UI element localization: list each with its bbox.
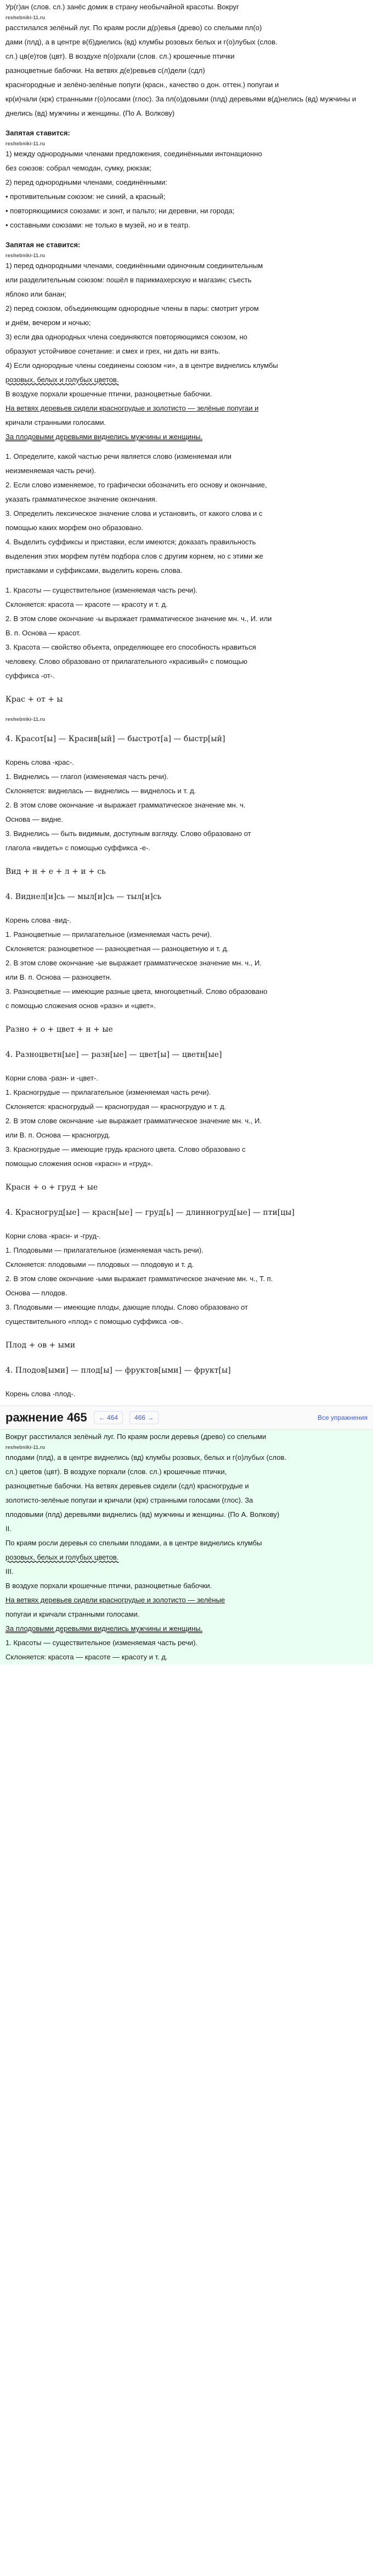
- exercise-navbar: [0, 1406, 373, 1430]
- rewrite-p3: сл.) цветов (цвт). В воздухе порхали (слов. сл.) крошечные птички,: [5, 1468, 227, 1476]
- analysis-4c: приставками и суффиксами, выделить корень слова.: [5, 566, 183, 575]
- word5-p1: 1. Плодовыми — прилагательное (изменяемая часть речи).: [5, 1246, 204, 1254]
- section2-item4: 4) Если однородные члены соединены союзом «и», а в центре виднелись клумбы: [5, 361, 278, 369]
- rewrite-p8: По краям росли деревья со спелыми плодами, а в центре виднелись клумбы: [5, 1539, 262, 1547]
- header-line-1: Ур(г)ан (слов. сл.) занёс домик в страну необычайной красоты. Вокруг: [5, 3, 239, 11]
- word1-p4: 3. Красота — свойство объекта, определяющее его способность нравиться: [5, 643, 256, 651]
- section1-title: Запятая ставится:: [5, 129, 70, 137]
- watermark: reshebniki-11.ru: [5, 15, 46, 20]
- analysis-4: 4. Выделить суффиксы и приставки, если имеются; доказать правильность: [5, 538, 256, 546]
- word2-p0: Корень слова -крас-.: [5, 758, 74, 766]
- section1-item1b: без союзов: собрал чемодан, сумку, рюкзак;: [5, 164, 152, 172]
- rewrite-p5: золотисто-зелёные попугаи и кричали (крк) странными голосами (глос). За: [5, 1496, 253, 1504]
- section2-item1: 1) перед однородными членами, соединёнными одиночным соединительным: [5, 261, 263, 270]
- analysis-2b: указать грамматическое значение окончания.: [5, 495, 157, 503]
- word2-p1: 1. Виднелись — глагол (изменяемая часть речи).: [5, 772, 168, 781]
- word2-p4b: глагола «видеть» с помощью суффикса -е-.: [5, 844, 151, 852]
- header-line-4: сл.) цв(е)тов (цвт). В воздухе п(о)рхали (слов. сл.) крошечные птички: [5, 52, 235, 60]
- next-exercise-button[interactable]: 466 →: [129, 1411, 159, 1424]
- header-line-3: дами (плд), а в центре в(б)диелись (вд) клумбы розовых белых и г(о)лубых (слов.: [5, 38, 278, 46]
- section1-b1-text: противительным союзом: не синий, а красный;: [10, 192, 166, 201]
- rewrite-p16: Склоняется: красота — красоте — красоту и т. д.: [5, 1653, 168, 1661]
- section1-item2: 2) перед однородными членами, соединёнными:: [5, 178, 167, 186]
- analysis-3: 3. Определить лексическое значение слова и установить, от какого слова и с: [5, 509, 263, 518]
- word4-p3b: или В. п. Основа — красногруд.: [5, 1131, 111, 1139]
- separator: [5, 444, 368, 450]
- watermark: reshebniki-11.ru: [5, 716, 46, 722]
- header-line-2: расстилался зелёный луг. По краям росли д(р)евья (древо) со спелыми пл(о): [5, 24, 262, 32]
- analysis-1b: неизменяемая часть речи).: [5, 467, 96, 475]
- header-line-8: днелись (вд) мужчины и женщины. (По А. Волкову): [5, 109, 175, 117]
- word5-p3: 2. В этом слове окончание -ыми выражает грамматическое значение мн. ч., Т. п.: [5, 1275, 273, 1283]
- rewrite-p6: плодовыми (плд) деревьями виднелись (вд) мужчины и женщины. (По А. Волкову): [5, 1510, 280, 1519]
- rewrite-p1: Вокруг расстилался зелёный луг. По краям росли деревья (древо) со спелыми: [5, 1432, 267, 1441]
- section1-bullet2: • повторяющимися союзами: и зонт, и пальто; ни деревни, ни города;: [5, 207, 235, 215]
- separator: [5, 121, 368, 126]
- rewrite-p13: попугаи и кричали странными голосами.: [5, 1610, 140, 1618]
- word4-p5: Корни слова -красн- и -груд-.: [5, 1232, 101, 1240]
- word4-p2: Склоняется: красногрудый — красногрудая — красногрудую и т. д.: [5, 1102, 227, 1111]
- section1-bullet3: • составными союзами: не только в музей, но и в театр.: [5, 221, 190, 229]
- word1-p3b: В. п. Основа — красот.: [5, 629, 81, 637]
- word3-p1: 1. Разноцветные — прилагательное (изменяемая часть речи).: [5, 930, 212, 939]
- word3-p5: Корни слова -разн- и -цвет-.: [5, 1074, 98, 1082]
- prev-exercise-label: 464: [107, 1414, 118, 1421]
- header-line-6: краснгородные и зелёно-зелёные попуги (красн., качество о дон. оттен.) попугаи и: [5, 81, 279, 89]
- word1-p4b: человеку. Слово образовано от прилагательного «красивый» с помощью: [5, 657, 247, 666]
- word4-p3: 2. В этом слове окончание -ые выражает грамматическое значение мн. ч., И.: [5, 1117, 262, 1125]
- word1-chain: 4. Красот[ы] — Красив[ый] — быстрот[а] — быстр[ый]: [5, 735, 225, 743]
- word5-p3b: Основа — плодов.: [5, 1289, 67, 1297]
- word2-p2: Склоняется: виднелась — виднелись — виднелось и т. д.: [5, 787, 196, 795]
- word5-p4: 3. Плодовыми — имеющие плоды, дающие плоды. Слово образовано от: [5, 1303, 248, 1311]
- separator: [5, 232, 368, 238]
- watermark: reshebniki-11.ru: [5, 253, 46, 258]
- word4-p1: 1. Красногрудые — прилагательное (изменяемая часть речи).: [5, 1088, 211, 1096]
- word1-p4c: суффикса -от-.: [5, 672, 55, 680]
- word1-p2: Склоняется: красота — красоте — красоту и т. д.: [5, 600, 168, 609]
- word5-p5: Корень слова -плод-.: [5, 1390, 76, 1398]
- section1-bullet1: • противительным союзом: не синий, а красный;: [5, 192, 166, 201]
- rewrite-p9: розовых, белых и голубых цветов.: [5, 1553, 119, 1561]
- section2-item2b: и днём, вечером и ночью;: [5, 319, 91, 327]
- word3-p3b: или В. п. Основа — разноцветн.: [5, 973, 112, 981]
- rewrite-p7: II.: [5, 1525, 12, 1533]
- word1-p1: 1. Красоты — существительное (изменяемая часть речи).: [5, 586, 198, 594]
- word2-formula: Вид + н + е + л + и + сь: [5, 867, 106, 876]
- word5-formula: Плод + ов + ыми: [5, 1341, 76, 1350]
- word2-p4: 3. Виднелись — быть видимым, доступным взгляду. Слово образовано от: [5, 829, 251, 838]
- rewrite-p14: За плодовыми деревьями виднелись мужчины и женщины.: [5, 1624, 203, 1633]
- word1-formula: Крас + от + ы: [5, 695, 63, 704]
- word2-p3b: Основа — видне.: [5, 815, 64, 823]
- analysis-2: 2. Если слово изменяемое, то графически обозначить его основу и окончание,: [5, 481, 267, 489]
- word3-formula: Разно + о + цвет + н + ые: [5, 1025, 113, 1034]
- rewrite-p2: плодами (плд), а в центре виднелись (вд) клумбы розовых, белых и г(о)лубых (слов.: [5, 1453, 286, 1462]
- word2-chain: 4. Виднел[и]сь — мыл[и]сь — тыл[и]сь: [5, 892, 162, 901]
- section2-item5: В воздухе порхали крошечные птички, разноцветные бабочки.: [5, 390, 212, 398]
- word3-p3: 2. В этом слове окончание -ые выражает грамматическое значение мн. ч., И.: [5, 959, 262, 967]
- word5-p2: Склоняется: плодовыми — плодовых — плодовую и т. д.: [5, 1260, 194, 1269]
- header-line-7: кр(и)чали (крк) странными г(о)лосами (глос). За пл(о)довыми (плд) деревьями в(д)нелись (вд) мужчины и: [5, 95, 357, 103]
- rewrite-p10: III.: [5, 1567, 14, 1576]
- prev-exercise-button[interactable]: ← 464: [94, 1411, 123, 1424]
- separator: [5, 578, 368, 583]
- section1-item1: 1) между однородными членами предложения, соединёнными интонационно: [5, 150, 262, 158]
- word3-chain: 4. Разноцветн[ые] — разн[ые] — цвет[ы] — цветн[ые]: [5, 1050, 222, 1059]
- next-exercise-label: 466: [134, 1414, 146, 1421]
- section2-item6: На ветвях деревьев сидели красногрудые и золотисто — зелёные попугаи и: [5, 404, 259, 412]
- all-exercises-link[interactable]: Все упражнения: [317, 1414, 368, 1421]
- word3-p4b: с помощью сложения основ «разн» и «цвет».: [5, 1002, 156, 1010]
- rewrite-p15: 1. Красоты — существительное (изменяемая часть речи).: [5, 1639, 198, 1647]
- section2-item3b: образуют устойчивое сочетание: и смех и грех, ни дать ни взять.: [5, 347, 221, 355]
- word1-p3: 2. В этом слове окончание -ы выражает грамматическое значение мн. ч., И. или: [5, 615, 272, 623]
- word4-p4: 3. Красногрудые — имеющие грудь красного цвета. Слово образовано с: [5, 1145, 246, 1153]
- section2-item7: За плодовыми деревьями виднелись мужчины и женщины.: [5, 433, 203, 441]
- word4-formula: Красн + о + груд + ые: [5, 1183, 98, 1192]
- watermark: reshebniki-11.ru: [5, 141, 46, 146]
- word4-p4b: помощью сложения основ «красн» и «груд».: [5, 1159, 153, 1168]
- header-line-5: разноцветные бабочки. На ветвях д(е)ревьев с(л)дели (сдл): [5, 66, 205, 75]
- word2-p5: Корень слова -вид-.: [5, 916, 71, 924]
- word5-chain: 4. Плодов[ыми] — плод[ы] — фруктов[ыми] — фрукт[ы]: [5, 1366, 231, 1375]
- rewrite-section: [0, 1430, 373, 1664]
- word5-p4b: существительного «плод» с помощью суффикса -ов-.: [5, 1317, 183, 1326]
- rewrite-p12: На ветвях деревьев сидели красногрудые и золотисто — зелёные: [5, 1596, 225, 1604]
- section2-item1c: яблоко или банан;: [5, 290, 66, 298]
- word3-p4: 3. Разноцветные — имеющие разные цвета, многоцветный. Слово образовано: [5, 987, 268, 996]
- watermark: reshebniki-11.ru: [5, 1445, 46, 1450]
- section1-b2-text: повторяющимися союзами: и зонт, и пальто; ни деревни, ни города;: [10, 207, 235, 215]
- exercise-title: ражнение 465: [5, 1411, 87, 1424]
- word3-p2: Склоняется: разноцветное — разноцветная — разноцветную и т. д.: [5, 945, 229, 953]
- rewrite-p4: разноцветные бабочки. На ветвях деревьев сидели (сдл) красногрудые и: [5, 1482, 249, 1490]
- analysis-1: 1. Определите, какой частью речи является слово (изменяемая или: [5, 452, 231, 460]
- section2-item6b: кричали странными голосами.: [5, 418, 106, 427]
- section2-item3: 3) если два однородных члена соединяются повторяющимся союзом, но: [5, 333, 247, 341]
- word2-p3: 2. В этом слове окончание -и выражает грамматическое значение мн. ч.: [5, 801, 246, 809]
- analysis-3b: помощью каких морфем оно образовано.: [5, 524, 143, 532]
- section2-item1b: или разделительным союзом: пошёл в парикмахерскую и магазин; съесть: [5, 276, 252, 284]
- word4-chain: 4. Красногруд[ые] — красн[ые] — груд[ь] — длинногруд[ые] — пти[цы]: [5, 1208, 295, 1217]
- section2-title: Запятая не ставится:: [5, 241, 81, 249]
- analysis-4b: выделения этих морфем путём подбора слов с другим корнем, но с этими же: [5, 552, 263, 560]
- section2-item2: 2) перед союзом, объединяющим однородные члены в пары: смотрит угром: [5, 304, 259, 312]
- rewrite-p11: В воздухе порхали крошечные птички, разноцветные бабочки.: [5, 1582, 212, 1590]
- section2-item4b: розовых, белых и голубых цветов.: [5, 376, 119, 384]
- section1-b3-text: составными союзами: не только в музей, но и в театр.: [10, 221, 190, 229]
